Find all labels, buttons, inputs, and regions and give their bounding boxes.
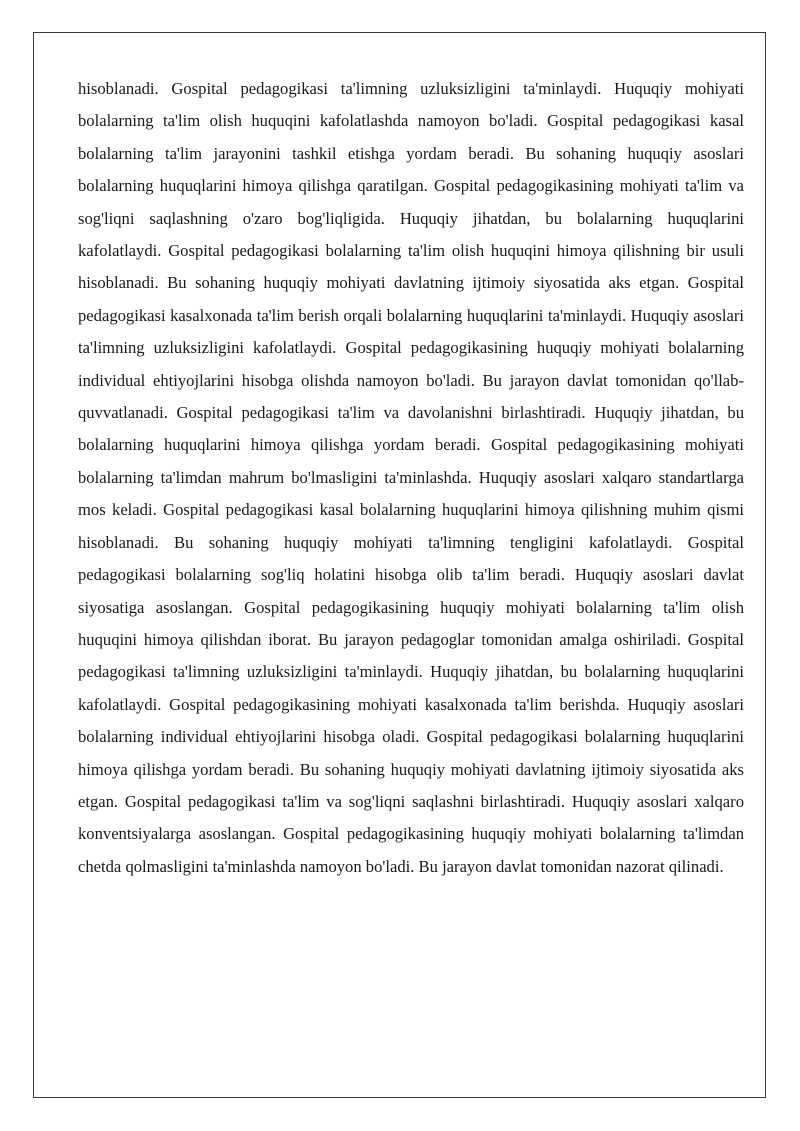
body-paragraph: hisoblanadi. Gospital pedagogikasi ta'limning uzluksizligini ta'minlaydi. Huquqiy mohiyati bolalarning ta'lim olish huquqini kafolatlashda namoyon bo'ladi. Gospital pedagogikasi kasal bolalarning ta'lim jarayonini tashkil etishga yordam beradi. Bu sohaning huquqiy asoslari bolalarning huquqlarini himoya qilishga qaratilgan. Gospital pedagogikasining mohiyati ta'lim va sog'liqni saqlashning o'zaro bog'liqligida. Huquqiy jihatdan, bu bolalarning huquqlarini kafolatlaydi. Gospital pedagogikasi bolalarning ta'lim olish huquqini himoya qilishning bir usuli hisoblanadi. Bu sohaning huquqiy mohiyati davlatning ijtimoiy siyosatida aks etgan. Gospital pedagogikasi kasalxonada ta'lim berish orqali bolalarning huquqlarini ta'minlaydi. Huquqiy asoslari ta'limning uzluksizligini kafolatlaydi. Gospital pedagogikasining huquqiy mohiyati bolalarning individual ehtiyojlarini hisobga olishda namoyon bo'ladi. Bu jarayon davlat tomonidan qo'llab-quvvatlanadi. Gospital pedagogikasi ta'lim va davolanishni birlashtiradi. Huquqiy jihatdan, bu bolalarning huquqlarini himoya qilishga yordam beradi. Gospital pedagogikasining mohiyati bolalarning ta'limdan mahrum bo'lmasligini ta'minlashda. Huquqiy asoslari xalqaro standartlarga mos keladi. Gospital pedagogikasi kasal bolalarning huquqlarini himoya qilishning muhim qismi hisoblanadi. Bu sohaning huquqiy mohiyati ta'limning tengligini kafolatlaydi. Gospital pedagogikasi bolalarning sog'liq holatini hisobga olib ta'lim beradi. Huquqiy asoslari davlat siyosatiga asoslangan. Gospital pedagogikasining huquqiy mohiyati bolalarning ta'lim olish huquqini himoya qilishdan iborat. Bu jarayon pedagoglar tomonidan amalga oshiriladi. Gospital pedagogikasi ta'limning uzluksizligini ta'minlaydi. Huquqiy jihatdan, bu bolalarning huquqlarini kafolatlaydi. Gospital pedagogikasining mohiyati kasalxonada ta'lim berishda. Huquqiy asoslari bolalarning individual ehtiyojlarini hisobga oladi. Gospital pedagogikasi bolalarning huquqlarini himoya qilishga yordam beradi. Bu sohaning huquqiy mohiyati davlatning ijtimoiy siyosatida aks etgan. Gospital pedagogikasi ta'lim va sog'liqni saqlashni birlashtiradi. Huquqiy asoslari xalqaro konventsiyalarga asoslangan. Gospital pedagogikasining huquqiy mohiyati bolalarning ta'limdan chetda qolmasligini ta'minlashda namoyon bo'ladi. Bu jarayon davlat tomonidan nazorat qilinadi. <box>78 79 744 876</box>
document-page <box>33 32 766 1098</box>
